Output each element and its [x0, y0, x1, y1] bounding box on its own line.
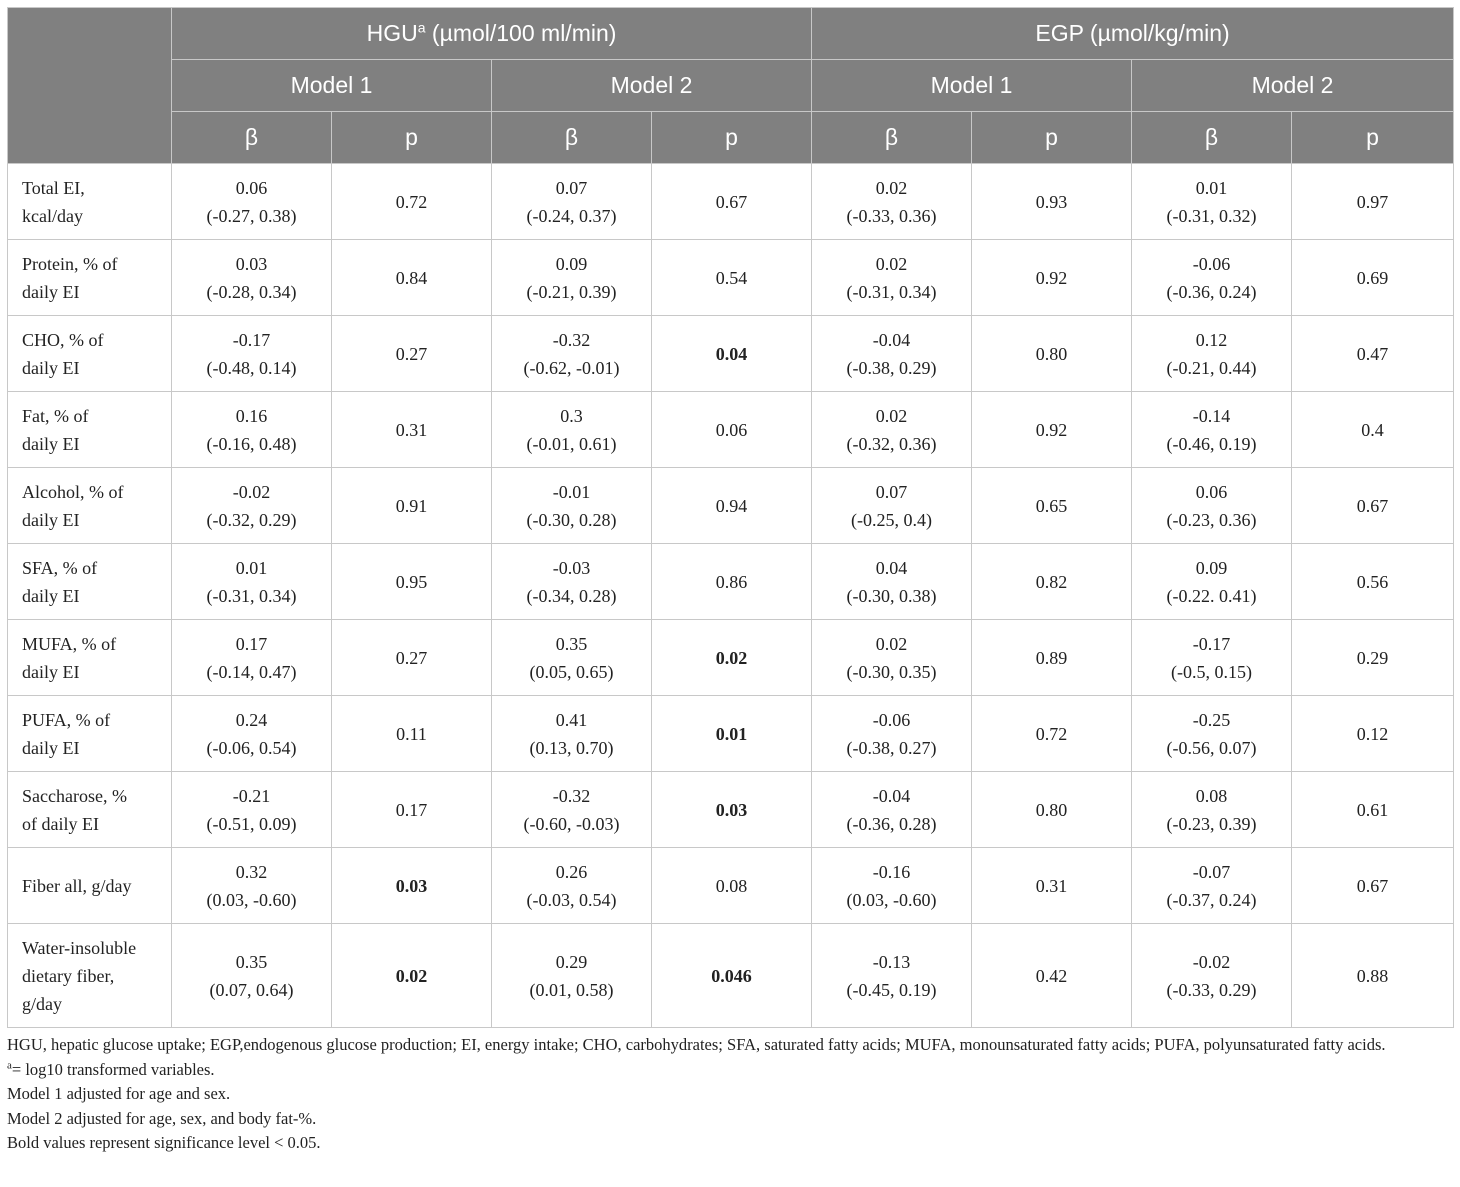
p-value: 0.11 [396, 723, 427, 744]
beta-cell [1132, 468, 1292, 544]
beta-cell [1132, 316, 1292, 392]
p-value-cell-significant [332, 924, 492, 1028]
row-label [8, 924, 172, 1028]
p-value-cell-significant [652, 620, 812, 696]
confidence-interval: (-0.01, 0.61) [526, 433, 617, 454]
header-stat-beta: β [812, 112, 972, 164]
p-value: 0.27 [395, 343, 428, 364]
beta-cell [492, 696, 652, 772]
row-label [8, 316, 172, 392]
row-label-line: daily EI [22, 585, 80, 606]
confidence-interval: (-0.23, 0.39) [1166, 813, 1257, 834]
row-label-line: Saccharose, % [22, 785, 127, 806]
header-group-sup: a [417, 19, 426, 36]
beta-cell [172, 316, 332, 392]
p-value-cell [332, 392, 492, 468]
footnote-model1: Model 1 adjusted for age and sex. [7, 1084, 231, 1103]
p-value: 0.29 [1356, 647, 1389, 668]
beta-value: 0.17 [235, 633, 268, 654]
confidence-interval: (-0.33, 0.36) [846, 205, 937, 226]
header-model-egp-1: Model 1 [812, 60, 1132, 112]
confidence-interval: (-0.34, 0.28) [526, 585, 617, 606]
table-body [8, 164, 1454, 1028]
results-table [7, 7, 1454, 1028]
header-stat-beta: β [172, 112, 332, 164]
beta-value: 0.41 [555, 709, 588, 730]
beta-value: 0.02 [875, 633, 908, 654]
p-value: 0.88 [1356, 965, 1389, 986]
row-label-line: dietary fiber, [22, 965, 115, 986]
beta-cell [172, 544, 332, 620]
results-table-container [7, 7, 1453, 1028]
p-value-cell [332, 240, 492, 316]
beta-cell [172, 392, 332, 468]
p-value-cell [1292, 924, 1454, 1028]
header-model-egp-2: Model 2 [1132, 60, 1454, 112]
confidence-interval: (0.03, -0.60) [846, 889, 937, 910]
row-label-line: Fat, % of [22, 405, 89, 426]
p-value-cell [332, 620, 492, 696]
header-group-label: EGP [1035, 20, 1084, 46]
p-value-cell [332, 772, 492, 848]
p-value: 0.01 [715, 723, 748, 744]
beta-cell [492, 392, 652, 468]
p-value: 0.67 [715, 191, 748, 212]
p-value: 0.04 [715, 343, 748, 364]
confidence-interval: (-0.03, 0.54) [526, 889, 617, 910]
p-value: 0.95 [395, 571, 428, 592]
p-value: 0.89 [1035, 647, 1068, 668]
table-row [8, 316, 1454, 392]
p-value: 0.27 [395, 647, 428, 668]
confidence-interval: (-0.36, 0.24) [1166, 281, 1257, 302]
p-value-cell [972, 392, 1132, 468]
table-row [8, 468, 1454, 544]
beta-value: -0.16 [872, 861, 911, 882]
p-value: 0.69 [1356, 267, 1389, 288]
p-value: 0.47 [1356, 343, 1389, 364]
p-value-cell [652, 544, 812, 620]
confidence-interval: (-0.30, 0.28) [526, 509, 617, 530]
row-label [8, 696, 172, 772]
p-value: 0.65 [1035, 495, 1068, 516]
row-label-line: daily EI [22, 509, 80, 530]
beta-cell [172, 772, 332, 848]
beta-cell [812, 620, 972, 696]
p-value-cell [1292, 164, 1454, 240]
confidence-interval: (0.13, 0.70) [529, 737, 614, 758]
p-value: 0.84 [395, 267, 428, 288]
p-value-cell [1292, 240, 1454, 316]
beta-cell [812, 544, 972, 620]
p-value-cell-significant [652, 772, 812, 848]
p-value: 0.31 [1035, 875, 1068, 896]
beta-cell [1132, 696, 1292, 772]
row-label-line: daily EI [22, 737, 80, 758]
beta-cell [1132, 924, 1292, 1028]
p-value: 0.42 [1035, 965, 1068, 986]
p-value-cell [972, 240, 1132, 316]
beta-cell [492, 240, 652, 316]
p-value: 0.67 [1356, 875, 1389, 896]
beta-value: -0.21 [232, 785, 271, 806]
beta-value: 0.3 [560, 405, 583, 426]
p-value: 0.91 [395, 495, 428, 516]
confidence-interval: (-0.48, 0.14) [206, 357, 297, 378]
p-value: 0.82 [1035, 571, 1068, 592]
beta-cell [492, 164, 652, 240]
beta-cell [172, 848, 332, 924]
p-value-cell-significant [332, 848, 492, 924]
beta-value: 0.24 [235, 709, 268, 730]
beta-value: 0.03 [235, 253, 268, 274]
p-value: 0.56 [1356, 571, 1389, 592]
beta-value: -0.32 [552, 785, 591, 806]
row-label [8, 392, 172, 468]
confidence-interval: (-0.45, 0.19) [846, 979, 937, 1000]
p-value: 0.92 [1035, 267, 1068, 288]
beta-cell [492, 544, 652, 620]
beta-cell [1132, 240, 1292, 316]
p-value: 0.54 [715, 267, 748, 288]
confidence-interval: (-0.22. 0.41) [1166, 585, 1257, 606]
p-value: 0.02 [715, 647, 748, 668]
beta-cell [812, 316, 972, 392]
beta-cell [492, 772, 652, 848]
beta-cell [1132, 392, 1292, 468]
header-corner [8, 8, 172, 164]
p-value-cell [1292, 392, 1454, 468]
beta-cell [1132, 620, 1292, 696]
confidence-interval: (-0.21, 0.39) [526, 281, 617, 302]
row-label-line: Fiber all, g/day [22, 875, 132, 896]
confidence-interval: (-0.32, 0.29) [206, 509, 297, 530]
beta-cell [172, 164, 332, 240]
confidence-interval: (-0.25, 0.4) [851, 509, 932, 530]
p-value: 0.97 [1356, 191, 1389, 212]
p-value: 0.67 [1356, 495, 1389, 516]
confidence-interval: (-0.36, 0.28) [846, 813, 937, 834]
confidence-interval: (-0.33, 0.29) [1166, 979, 1257, 1000]
row-label-line: g/day [22, 993, 62, 1014]
beta-value: 0.32 [235, 861, 268, 882]
row-label [8, 164, 172, 240]
row-label-line: daily EI [22, 433, 80, 454]
p-value: 0.93 [1035, 191, 1068, 212]
p-value-cell [972, 848, 1132, 924]
footnote-abbreviations: HGU, hepatic glucose uptake; EGP,endogenous glucose production; EI, energy intake; CHO, carbohydrates; SFA, saturated fatty acids; MUFA, monounsaturated fatty acids; PUFA, polyunsaturated fatty acids. [7, 1035, 1386, 1054]
confidence-interval: (-0.56, 0.07) [1166, 737, 1257, 758]
p-value-cell [332, 316, 492, 392]
confidence-interval: (0.05, 0.65) [529, 661, 614, 682]
beta-cell [492, 316, 652, 392]
p-value-cell [652, 164, 812, 240]
p-value-cell [1292, 772, 1454, 848]
beta-value: 0.12 [1195, 329, 1228, 350]
beta-value: 0.35 [235, 951, 268, 972]
row-label-line: daily EI [22, 357, 80, 378]
table-row [8, 164, 1454, 240]
row-label-line: kcal/day [22, 205, 83, 226]
p-value-cell [332, 468, 492, 544]
header-model-hgu-1: Model 1 [172, 60, 492, 112]
beta-value: -0.17 [1192, 633, 1231, 654]
header-group-hgu [172, 8, 812, 60]
beta-value: -0.03 [552, 557, 591, 578]
beta-cell [1132, 164, 1292, 240]
beta-cell [812, 848, 972, 924]
p-value-cell [972, 924, 1132, 1028]
confidence-interval: (-0.31, 0.34) [846, 281, 937, 302]
header-group-label: HGU [366, 20, 418, 46]
header-stat-p: p [332, 112, 492, 164]
p-value: 0.72 [395, 191, 428, 212]
beta-cell [492, 468, 652, 544]
beta-value: 0.04 [875, 557, 908, 578]
p-value: 0.4 [1361, 419, 1384, 440]
beta-value: 0.08 [1195, 785, 1228, 806]
table-row [8, 392, 1454, 468]
confidence-interval: (-0.28, 0.34) [206, 281, 297, 302]
p-value-cell [1292, 544, 1454, 620]
p-value: 0.61 [1356, 799, 1389, 820]
beta-cell [812, 696, 972, 772]
beta-value: 0.07 [875, 481, 908, 502]
row-label [8, 772, 172, 848]
beta-value: 0.09 [555, 253, 588, 274]
p-value-cell [972, 468, 1132, 544]
beta-value: 0.01 [235, 557, 268, 578]
beta-value: 0.01 [1195, 177, 1228, 198]
row-label [8, 848, 172, 924]
beta-cell [172, 620, 332, 696]
beta-cell [812, 468, 972, 544]
confidence-interval: (-0.31, 0.34) [206, 585, 297, 606]
header-stat-p: p [1292, 112, 1454, 164]
confidence-interval: (0.07, 0.64) [209, 979, 294, 1000]
beta-value: 0.06 [1195, 481, 1228, 502]
confidence-interval: (-0.14, 0.47) [206, 661, 297, 682]
p-value: 0.17 [395, 799, 428, 820]
row-label-line: SFA, % of [22, 557, 98, 578]
row-label-line: of daily EI [22, 813, 99, 834]
beta-value: -0.02 [1192, 951, 1231, 972]
footnote-bold: Bold values represent significance level < 0.05. [7, 1133, 321, 1152]
beta-cell [1132, 848, 1292, 924]
p-value-cell [332, 696, 492, 772]
table-row [8, 544, 1454, 620]
confidence-interval: (-0.5, 0.15) [1171, 661, 1252, 682]
confidence-interval: (-0.30, 0.38) [846, 585, 937, 606]
p-value-cell [972, 316, 1132, 392]
beta-value: -0.25 [1192, 709, 1231, 730]
header-stat-p: p [652, 112, 812, 164]
p-value-cell [332, 164, 492, 240]
confidence-interval: (0.03, -0.60) [206, 889, 297, 910]
p-value: 0.94 [715, 495, 748, 516]
p-value-cell [652, 240, 812, 316]
p-value: 0.06 [715, 419, 748, 440]
beta-value: -0.17 [232, 329, 271, 350]
beta-value: -0.13 [872, 951, 911, 972]
confidence-interval: (-0.38, 0.27) [846, 737, 937, 758]
p-value: 0.046 [711, 965, 752, 986]
confidence-interval: (-0.24, 0.37) [526, 205, 617, 226]
row-label [8, 240, 172, 316]
confidence-interval: (-0.37, 0.24) [1166, 889, 1257, 910]
p-value: 0.86 [715, 571, 748, 592]
table-row [8, 696, 1454, 772]
beta-cell [1132, 772, 1292, 848]
beta-cell [492, 848, 652, 924]
beta-value: -0.06 [872, 709, 911, 730]
table-row [8, 772, 1454, 848]
p-value-cell [972, 772, 1132, 848]
p-value-cell [652, 848, 812, 924]
beta-value: -0.04 [872, 785, 911, 806]
p-value-cell [1292, 468, 1454, 544]
beta-value: -0.02 [232, 481, 271, 502]
confidence-interval: (-0.62, -0.01) [523, 357, 620, 378]
table-row [8, 848, 1454, 924]
p-value-cell [972, 620, 1132, 696]
confidence-interval: (-0.27, 0.38) [206, 205, 297, 226]
row-label-line: Total EI, [22, 177, 85, 198]
beta-value: -0.06 [1192, 253, 1231, 274]
table-row [8, 924, 1454, 1028]
beta-cell [172, 240, 332, 316]
row-label-line: Water-insoluble [22, 937, 137, 958]
beta-value: 0.06 [235, 177, 268, 198]
footnote-a-mark: a [7, 1059, 12, 1071]
table-row [8, 240, 1454, 316]
p-value: 0.08 [715, 875, 748, 896]
beta-cell [812, 164, 972, 240]
p-value-cell [652, 392, 812, 468]
table-footnotes [7, 1033, 1453, 1156]
confidence-interval: (-0.23, 0.36) [1166, 509, 1257, 530]
beta-value: -0.07 [1192, 861, 1231, 882]
header-stat-beta: β [1132, 112, 1292, 164]
beta-cell [1132, 544, 1292, 620]
table-row [8, 620, 1454, 696]
confidence-interval: (-0.21, 0.44) [1166, 357, 1257, 378]
confidence-interval: (-0.06, 0.54) [206, 737, 297, 758]
p-value: 0.80 [1035, 799, 1068, 820]
beta-value: -0.32 [552, 329, 591, 350]
row-label-line: MUFA, % of [22, 633, 117, 654]
p-value-cell [1292, 316, 1454, 392]
header-model-hgu-2: Model 2 [492, 60, 812, 112]
p-value-cell [652, 468, 812, 544]
beta-cell [812, 924, 972, 1028]
beta-cell [172, 696, 332, 772]
header-stat-p: p [972, 112, 1132, 164]
p-value: 0.03 [715, 799, 748, 820]
beta-cell [812, 772, 972, 848]
row-label-line: CHO, % of [22, 329, 104, 350]
beta-cell [812, 392, 972, 468]
p-value: 0.12 [1356, 723, 1389, 744]
confidence-interval: (-0.32, 0.36) [846, 433, 937, 454]
beta-value: 0.26 [555, 861, 588, 882]
beta-value: -0.01 [552, 481, 591, 502]
beta-cell [492, 924, 652, 1028]
confidence-interval: (-0.38, 0.29) [846, 357, 937, 378]
row-label-line: daily EI [22, 661, 80, 682]
p-value-cell-significant [652, 924, 812, 1028]
p-value-cell [1292, 620, 1454, 696]
beta-value: 0.02 [875, 253, 908, 274]
confidence-interval: (-0.46, 0.19) [1166, 433, 1257, 454]
confidence-interval: (-0.51, 0.09) [206, 813, 297, 834]
confidence-interval: (-0.30, 0.35) [846, 661, 937, 682]
p-value-cell-significant [652, 316, 812, 392]
beta-cell [492, 620, 652, 696]
confidence-interval: (0.01, 0.58) [529, 979, 614, 1000]
beta-cell [812, 240, 972, 316]
footnote-a-text: = log10 transformed variables. [11, 1059, 215, 1079]
confidence-interval: (-0.60, -0.03) [523, 813, 620, 834]
footnote-a [7, 1058, 1453, 1083]
p-value: 0.03 [395, 875, 428, 896]
confidence-interval: (-0.31, 0.32) [1166, 205, 1257, 226]
beta-value: 0.02 [875, 177, 908, 198]
row-label [8, 620, 172, 696]
p-value-cell [1292, 696, 1454, 772]
beta-value: 0.07 [555, 177, 588, 198]
beta-value: -0.04 [872, 329, 911, 350]
p-value-cell [332, 544, 492, 620]
row-label-line: Alcohol, % of [22, 481, 124, 502]
footnote-model2: Model 2 adjusted for age, sex, and body fat-%. [7, 1108, 317, 1128]
p-value-cell-significant [652, 696, 812, 772]
row-label [8, 544, 172, 620]
p-value: 0.92 [1035, 419, 1068, 440]
beta-value: 0.16 [235, 405, 268, 426]
p-value-cell [972, 544, 1132, 620]
row-label [8, 468, 172, 544]
beta-cell [172, 468, 332, 544]
header-group-egp [812, 8, 1454, 60]
p-value-cell [972, 696, 1132, 772]
confidence-interval: (-0.16, 0.48) [206, 433, 297, 454]
beta-value: 0.09 [1195, 557, 1228, 578]
header-group-unit: (µmol/100 ml/min) [425, 20, 617, 46]
beta-value: 0.02 [875, 405, 908, 426]
header-group-unit: (µmol/kg/min) [1083, 20, 1230, 46]
p-value-cell [1292, 848, 1454, 924]
p-value: 0.31 [395, 419, 428, 440]
p-value-cell [972, 164, 1132, 240]
p-value: 0.72 [1035, 723, 1068, 744]
row-label-line: daily EI [22, 281, 80, 302]
header-stat-beta: β [492, 112, 652, 164]
beta-value: 0.29 [555, 951, 588, 972]
p-value: 0.80 [1035, 343, 1068, 364]
beta-value: 0.35 [555, 633, 588, 654]
beta-value: -0.14 [1192, 405, 1231, 426]
p-value: 0.02 [395, 965, 428, 986]
row-label-line: PUFA, % of [22, 709, 111, 730]
beta-cell [172, 924, 332, 1028]
row-label-line: Protein, % of [22, 253, 118, 274]
